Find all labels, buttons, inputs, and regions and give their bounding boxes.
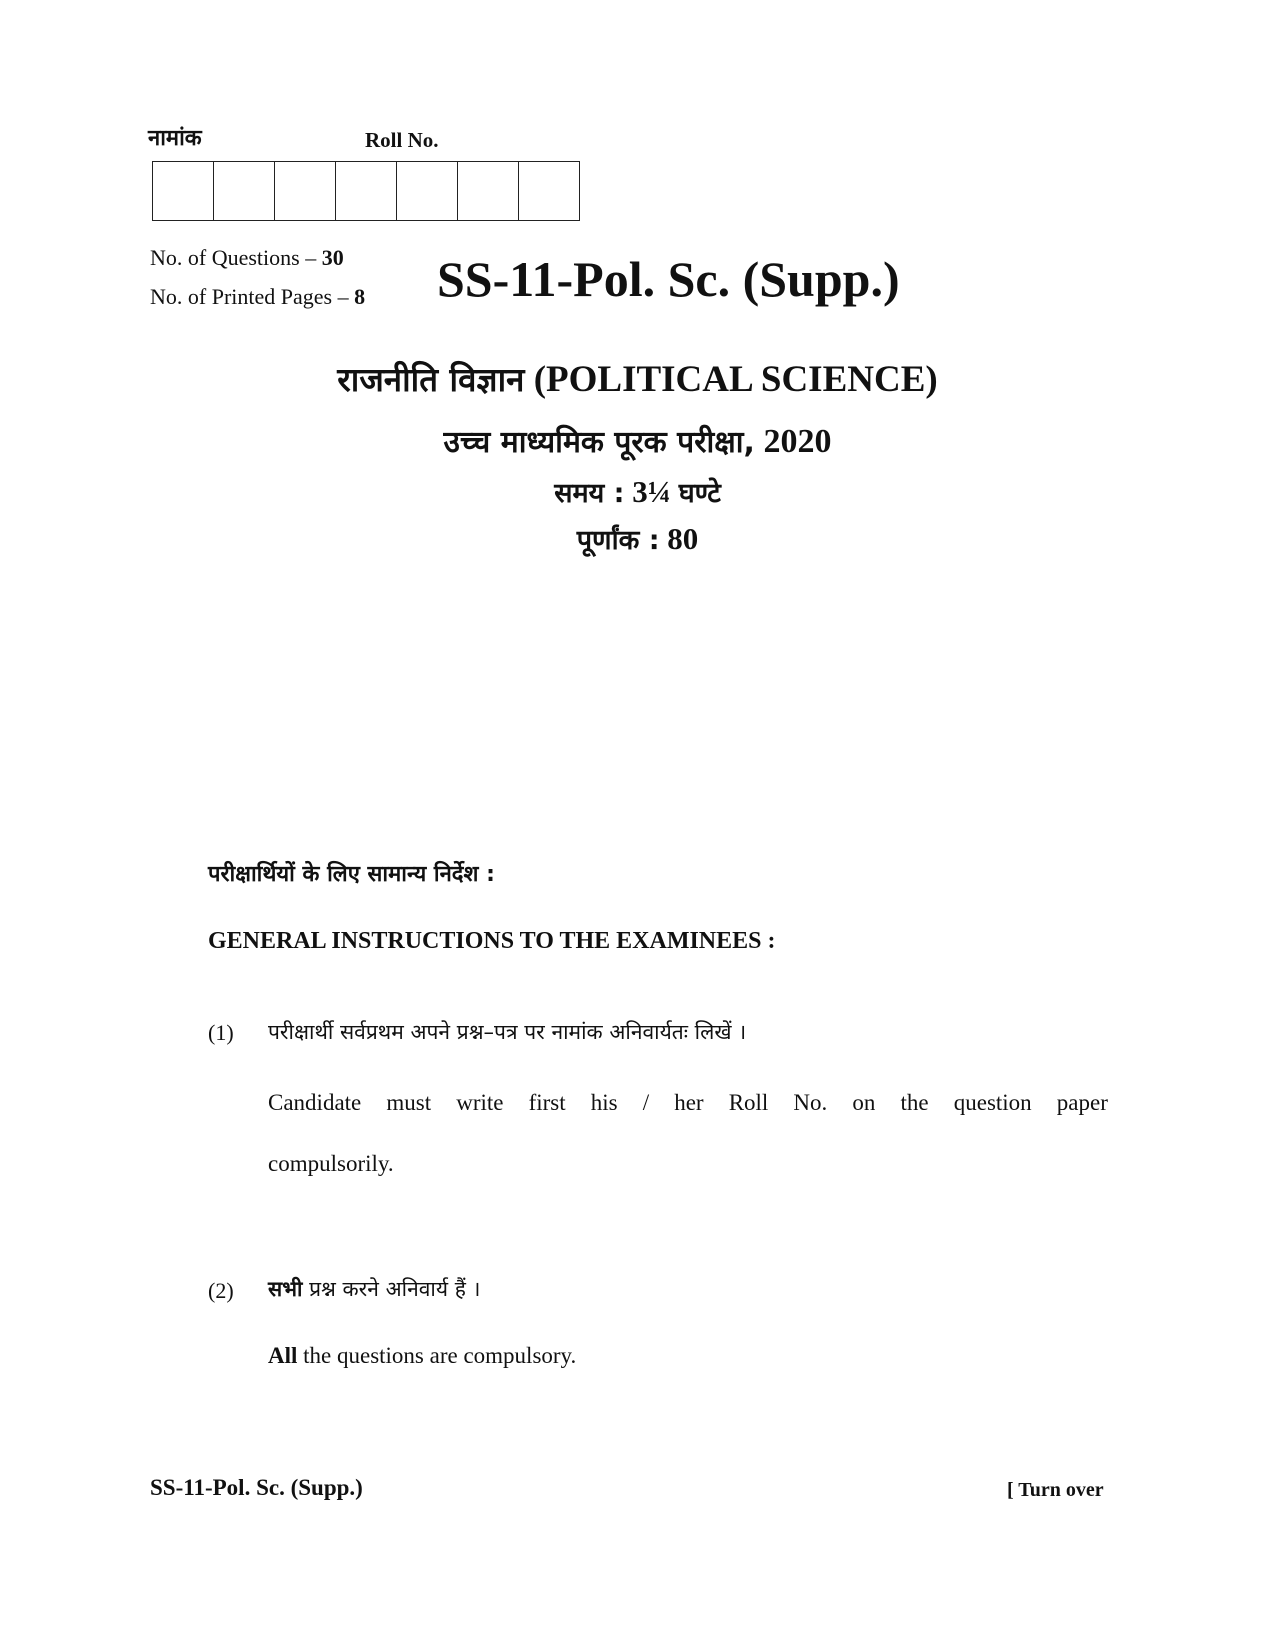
instructions-heading-hindi: परीक्षार्थियों के लिए सामान्य निर्देश : <box>208 862 495 887</box>
word: first <box>528 1090 566 1115</box>
word: his <box>590 1090 618 1115</box>
instruction-number: (2) <box>208 1278 234 1303</box>
exam-year: 2020 <box>763 423 832 460</box>
marks-label: पूर्णांक : <box>576 525 660 556</box>
word: her <box>674 1090 704 1115</box>
time-label: समय : <box>554 478 625 509</box>
footer-paper-code: SS-11-Pol. Sc. (Supp.) <box>150 1475 363 1500</box>
roll-label-english: Roll No. <box>365 128 439 152</box>
roll-number-boxes <box>152 161 580 221</box>
roll-digit-box <box>458 162 519 220</box>
exam-title <box>0 420 1275 461</box>
printed-pages-label: No. of Printed Pages – <box>150 284 355 309</box>
instruction-hindi-bold: सभी <box>268 1277 303 1301</box>
exam-time <box>0 473 1275 510</box>
instruction-hindi: परीक्षार्थी सर्वप्रथम अपने प्रश्न–पत्र पर नामांक अनिवार्यतः लिखें । <box>268 1020 747 1044</box>
subject-hindi: राजनीति विज्ञान <box>337 360 525 399</box>
instructions-heading-english: GENERAL INSTRUCTIONS TO THE EXAMINEES : <box>208 928 776 954</box>
word: No. <box>793 1090 828 1115</box>
turn-over: [ Turn over <box>1007 1479 1104 1501</box>
time-unit: घण्टे <box>678 478 721 509</box>
instruction-english <box>268 1343 576 1369</box>
word: must <box>386 1090 432 1115</box>
instruction-english-bold: All <box>268 1343 298 1368</box>
num-questions <box>150 245 344 271</box>
marks-value: 80 <box>667 521 699 556</box>
roll-digit-box <box>336 162 397 220</box>
printed-pages <box>150 284 365 310</box>
roll-label-hindi: नामांक <box>148 126 202 151</box>
instruction-hindi-rest: प्रश्न करने अनिवार्य हैं । <box>302 1277 481 1301</box>
paper-code: SS-11-Pol. Sc. (Supp.) <box>437 251 900 307</box>
subject-english: (POLITICAL SCIENCE) <box>533 359 938 400</box>
max-marks <box>0 520 1275 557</box>
word: Candidate <box>268 1090 362 1115</box>
roll-digit-box <box>275 162 336 220</box>
word: the <box>900 1090 929 1115</box>
roll-digit-box <box>153 162 214 220</box>
instruction-english-line2: compulsorily. <box>268 1151 394 1176</box>
word: on <box>852 1090 876 1115</box>
word: write <box>456 1090 504 1115</box>
roll-digit-box <box>397 162 458 220</box>
word: question <box>953 1090 1032 1115</box>
num-questions-value: 30 <box>321 245 344 270</box>
time-value: 3¼ <box>632 474 671 509</box>
word: paper <box>1056 1090 1108 1115</box>
instruction-number: (1) <box>208 1020 234 1045</box>
exam-hindi: उच्च माध्यमिक पूरक परीक्षा, <box>443 425 755 460</box>
num-questions-label: No. of Questions – <box>150 245 322 270</box>
roll-digit-box <box>519 162 579 220</box>
roll-digit-box <box>214 162 275 220</box>
subject-title <box>0 356 1275 401</box>
word: Roll <box>728 1090 769 1115</box>
printed-pages-value: 8 <box>354 284 366 309</box>
instruction-english-line1 <box>268 1090 1108 1116</box>
word: / <box>642 1090 650 1115</box>
instruction-english-rest: the questions are compulsory. <box>297 1343 577 1368</box>
instruction-hindi <box>268 1275 481 1303</box>
